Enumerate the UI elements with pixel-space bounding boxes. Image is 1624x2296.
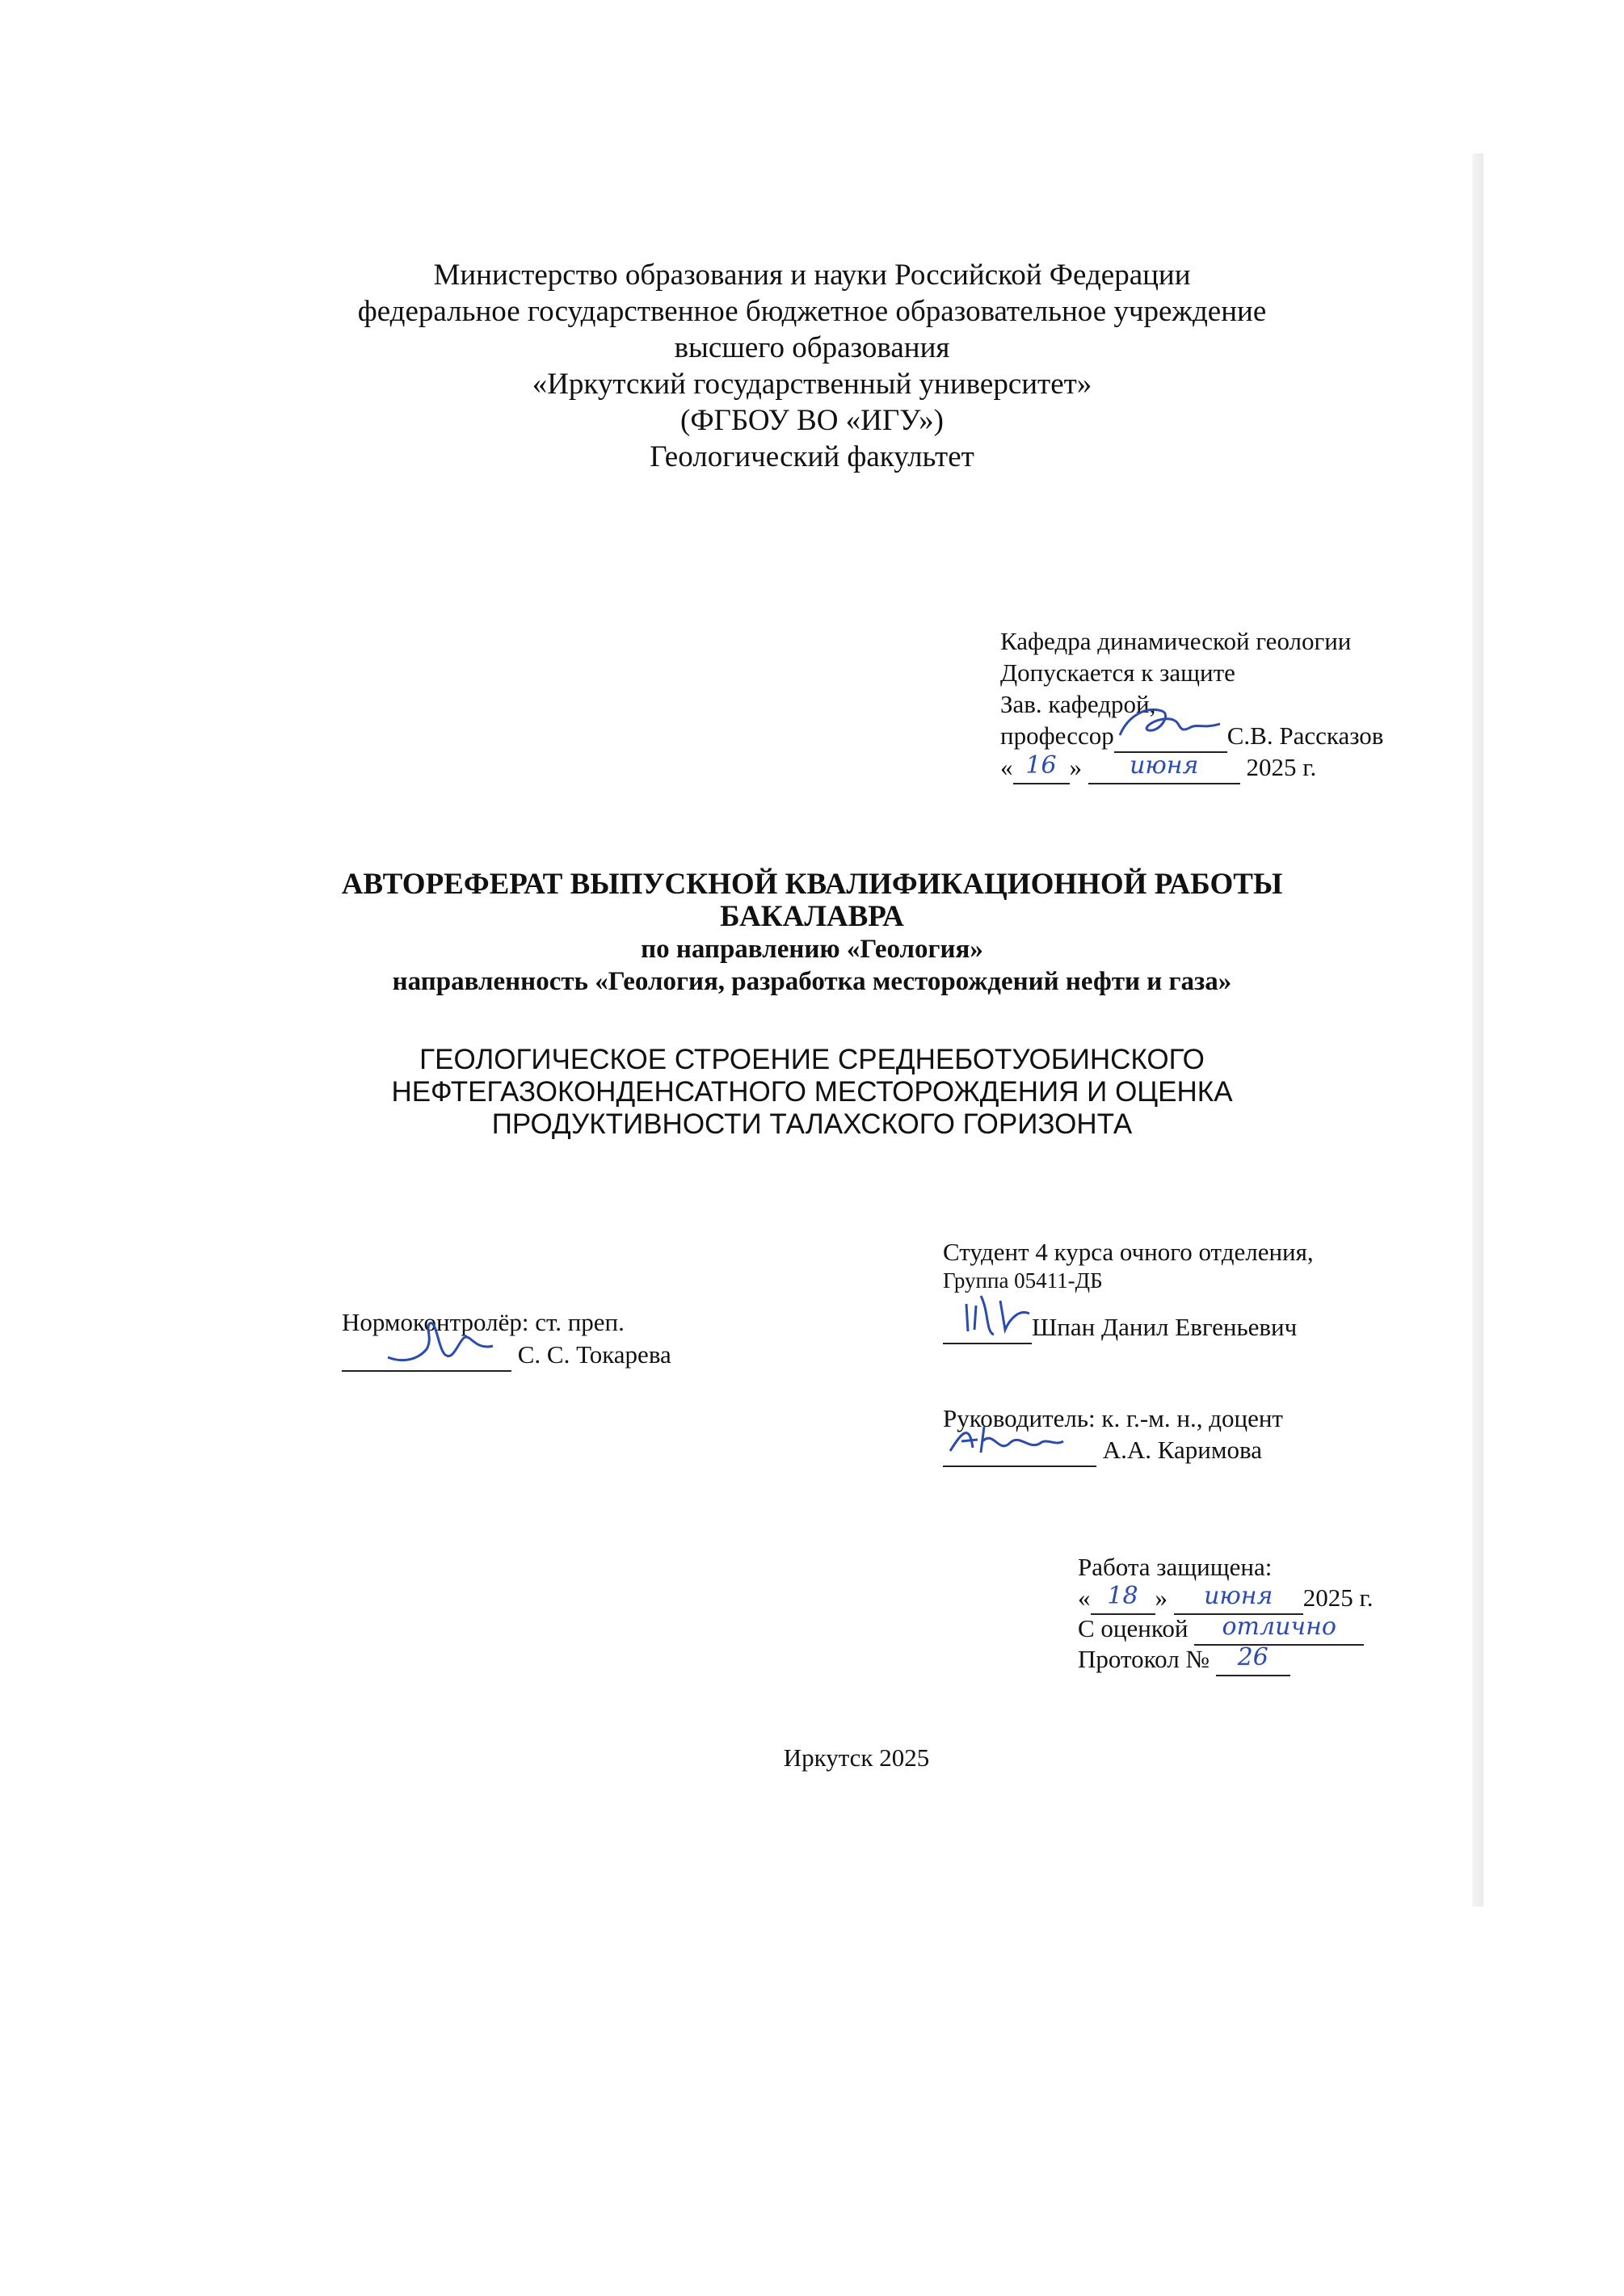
education-level-line: высшего образования <box>674 331 950 364</box>
defense-protocol-number: 26 <box>1237 1643 1268 1672</box>
approval-admitted: Допускается к защите <box>1000 658 1235 687</box>
head-signature <box>1113 700 1226 748</box>
student-signature <box>953 1289 1042 1339</box>
faculty-line: Геологический факультет <box>650 440 974 473</box>
supervisor-name: А.А. Каримова <box>1102 1436 1262 1464</box>
defense-protocol-label: Протокол № <box>1078 1645 1210 1673</box>
defense-date-year: 2025 г. <box>1302 1583 1374 1612</box>
approval-head-label: Зав. кафедрой, <box>1000 690 1156 718</box>
defense-quote-open: « <box>1078 1583 1091 1612</box>
institution-type-line: федеральное государственное бюджетное образовательное учреждение <box>357 295 1267 328</box>
approval-position: профессор <box>1000 721 1114 750</box>
defense-date-day-blank <box>1091 1582 1155 1615</box>
university-name-line: «Иркутский государственный университет» <box>532 368 1092 401</box>
title-direction: по направлению «Геология» <box>641 935 983 964</box>
topic-line-3: ПРОДУКТИВНОСТИ ТАЛАХСКОГО ГОРИЗОНТА <box>491 1108 1133 1140</box>
defense-date-month: июня <box>1204 1582 1273 1610</box>
approval-date-month: июня <box>1130 751 1199 780</box>
supervisor-label: Руководитель: к. г.-м. н., доцент <box>943 1404 1283 1432</box>
defense-grade: отлично <box>1222 1613 1336 1641</box>
topic-line-2: НЕФТЕГАЗОКОНДЕНСАТНОГО МЕСТОРОЖДЕНИЯ И ОЦЕНКА <box>391 1076 1233 1108</box>
normcontrol-name: С. С. Токарева <box>517 1340 671 1369</box>
date-quote-close: » <box>1069 753 1082 781</box>
defense-grade-blank <box>1194 1613 1364 1646</box>
institution-header <box>0 257 1624 475</box>
topic-line-1: ГЕОЛОГИЧЕСКОЕ СТРОЕНИЕ СРЕДНЕБОТУОБИНСКОГО <box>419 1044 1205 1075</box>
defense-label: Работа защищена: <box>1078 1553 1273 1581</box>
defense-date <box>1078 1582 1373 1615</box>
title-line-1: АВТОРЕФЕРАТ ВЫПУСКНОЙ КВАЛИФИКАЦИОННОЙ РАБОТЫ <box>341 868 1283 901</box>
approval-date-year: 2025 г. <box>1246 753 1317 781</box>
defense-quote-close: » <box>1155 1583 1168 1612</box>
approval-date <box>1000 751 1316 784</box>
document-title <box>0 868 1624 998</box>
approval-date-day: 16 <box>1025 751 1057 780</box>
approval-date-month-blank <box>1088 751 1240 784</box>
defense-date-month-blank <box>1174 1582 1303 1615</box>
normcontrol-signature <box>380 1314 501 1370</box>
defense-date-day: 18 <box>1107 1582 1138 1610</box>
defense-grade-label: С оценкой <box>1078 1614 1189 1642</box>
student-group: Группа 05411-ДБ <box>943 1268 1103 1293</box>
title-line-2: БАКАЛАВРА <box>720 900 904 933</box>
student-course: Студент 4 курса очного отделения, <box>943 1238 1314 1266</box>
title-focus: направленность «Геология, разработка месторождений нефти и газа» <box>392 967 1232 996</box>
approval-department: Кафедра динамической геологии <box>1000 627 1352 655</box>
defense-grade-line <box>1078 1613 1364 1646</box>
student-name: Шпан Данил Евгеньевич <box>1032 1313 1298 1341</box>
date-quote-open: « <box>1000 753 1013 781</box>
approval-head-name: С.В. Рассказов <box>1226 721 1384 750</box>
university-abbr-line: (ФГБОУ ВО «ИГУ») <box>680 404 944 437</box>
defense-protocol-blank <box>1216 1643 1290 1676</box>
defense-protocol-line <box>1078 1643 1290 1676</box>
approval-date-day-blank <box>1013 751 1070 784</box>
city-year: Иркутск 2025 <box>783 1743 930 1772</box>
normcontrol-label: Нормоконтролёр: ст. преп. <box>342 1308 625 1336</box>
thesis-topic <box>0 1044 1624 1141</box>
supervisor-signature <box>945 1419 1067 1461</box>
ministry-line: Министерство образования и науки Российской Федерации <box>433 259 1191 292</box>
